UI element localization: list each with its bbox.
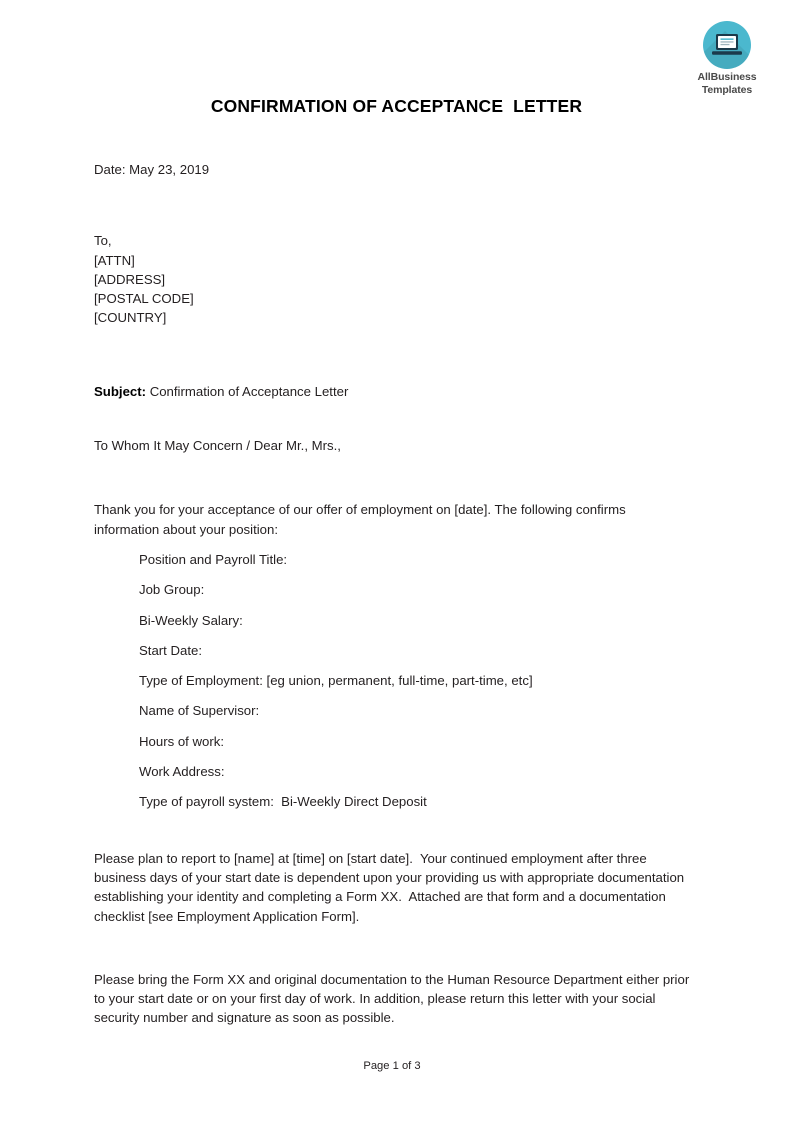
recipient-postal-code: [POSTAL CODE] [94, 291, 194, 307]
reporting-paragraph: Please plan to report to [name] at [time] on [start date]. Your continued employment after three business days of your start date is dependent upon your providing us with appropriate documentation establishing your identity and completing a Form XX. Attached are that form and a documentation checklist [see Employment Application Form]. [94, 850, 688, 924]
subject-value: Confirmation of Acceptance Letter [146, 383, 349, 399]
intro-paragraph: Thank you for your acceptance of our offer of employment on [date]. The following confirms information about your position: [94, 502, 630, 537]
recipient-country: [COUNTRY] [94, 310, 167, 326]
salutation: To Whom It May Concern / Dear Mr., Mrs., [94, 438, 341, 454]
list-item: Type of Employment: [eg union, permanent, full-time, part-time, etc] [139, 673, 533, 689]
list-item: Start Date: [139, 642, 203, 658]
documentation-paragraph: Please bring the Form XX and original documentation to the Human Resource Department either prior to your start date or on your first day of work. In addition, please return this letter with your social security number and signature as soon as possible. [94, 971, 693, 1026]
letter-body [94, 160, 694, 1028]
employment-field-list [94, 550, 694, 812]
date-line: Date: May 23, 2019 [94, 162, 210, 177]
list-item: Type of payroll system: Bi-Weekly Direct Deposit [139, 794, 427, 810]
subject-line [94, 382, 694, 401]
recipient-address-block [94, 231, 694, 327]
brand-name-line-2: Templates [701, 83, 753, 96]
laptop-document-icon [703, 21, 751, 69]
recipient-to: To, [94, 233, 112, 249]
logo-circle [703, 21, 751, 69]
list-item: Hours of work: [139, 733, 225, 749]
list-item: Bi-Weekly Salary: [139, 612, 243, 628]
brand-name-line-1: AllBusiness [697, 71, 757, 83]
brand-name [681, 71, 773, 96]
page-footer: Page 1 of 3 [363, 1060, 421, 1072]
brand-logo [681, 21, 773, 96]
recipient-address: [ADDRESS] [94, 271, 166, 287]
recipient-attn: [ATTN] [94, 252, 135, 268]
page-title: CONFIRMATION OF ACCEPTANCE LETTER [210, 96, 583, 116]
subject-label: Subject: [94, 383, 147, 399]
list-item: Job Group: [139, 582, 205, 598]
list-item: Position and Payroll Title: [139, 551, 288, 567]
list-item: Work Address: [139, 764, 225, 780]
list-item: Name of Supervisor: [139, 703, 260, 719]
